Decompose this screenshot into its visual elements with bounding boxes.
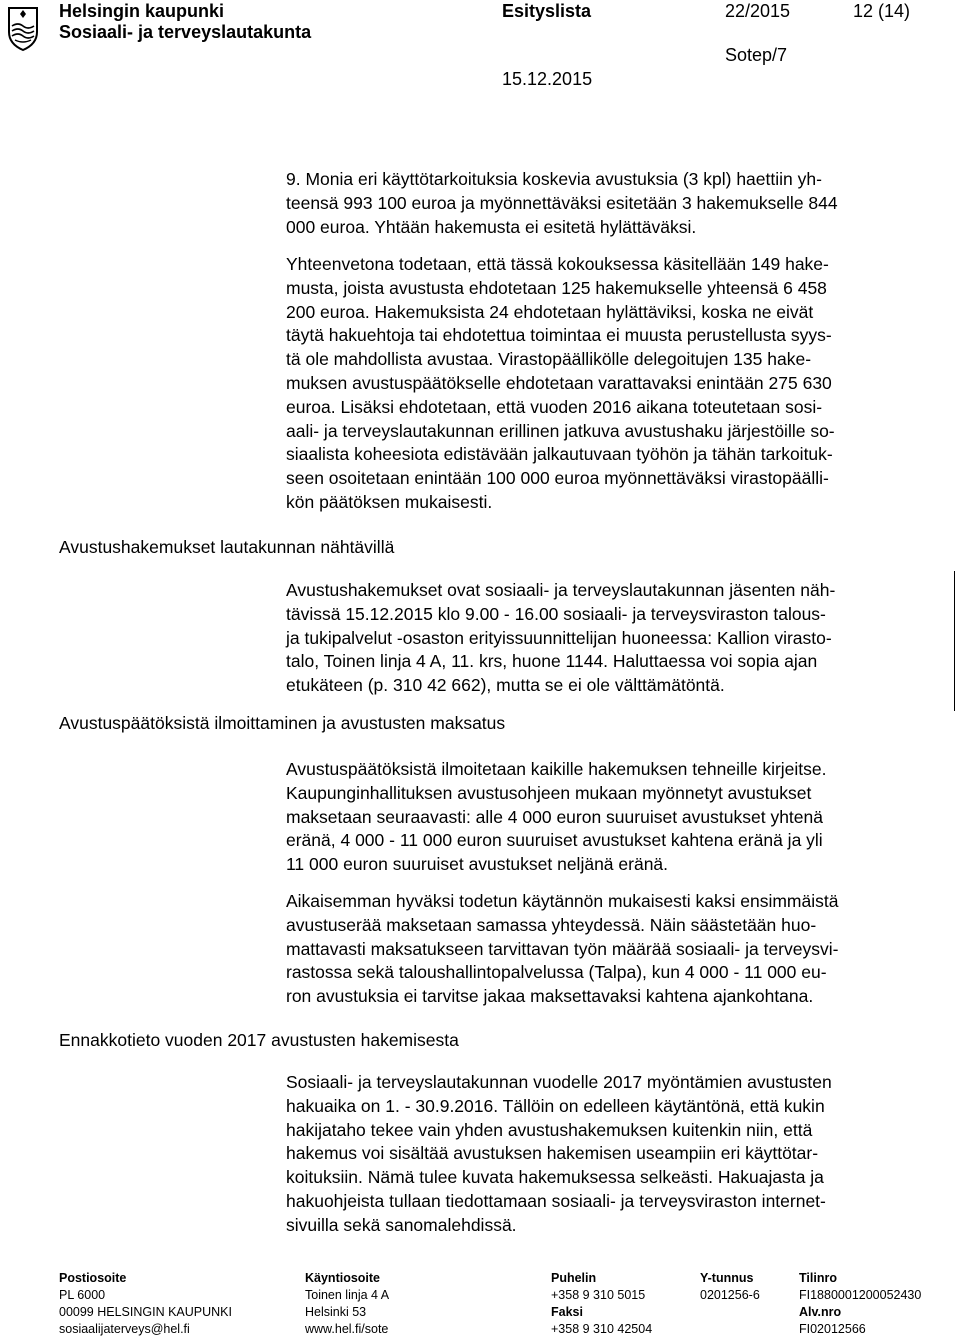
side-heading-applications-viewable: Avustushakemukset lautakunnan nähtävillä: [59, 537, 395, 557]
side-heading-decision-notification: Avustuspäätöksistä ilmoittaminen ja avustusten maksatus: [59, 713, 506, 733]
paragraph-viewing: [286, 579, 954, 698]
text-line: rastossa sekä taloushallintopalvelussa (Talpa), kun 4 000 - 11 000 eu-: [286, 962, 827, 983]
text-line: ron avustuksia ei tarvitse jakaa maksettavaksi kahtena ajankohtana.: [286, 986, 814, 1007]
footer-vat-number: FI02012566: [799, 1322, 866, 1336]
text-line: Sosiaali- ja terveyslautakunnan vuodelle 2017 myöntämien avustusten: [286, 1072, 832, 1092]
footer-website[interactable]: www.hel.fi/sote: [305, 1322, 389, 1336]
footer-account-number: FI1880001200052430: [799, 1288, 922, 1302]
text-line: Kaupunginhallituksen avustusohjeen mukaan myönnetyt avustukset: [286, 782, 812, 803]
doc-number: 22/2015: [725, 1, 791, 21]
text-line: talo, Toinen linja 4 A, 11. krs, huone 1144. Haluttaessa voi sopia ajan: [286, 651, 818, 672]
text-line: tä ole mahdollista avustaa. Virastopäällikölle delegoitujen 135 hake-: [286, 349, 812, 370]
paragraph-notification: [286, 758, 954, 877]
doc-type: Esityslista: [502, 1, 592, 21]
text-line: 9. Monia eri käyttötarkoituksia koskevia avustuksia (3 kpl) haettiin yh-: [286, 169, 822, 189]
footer-business-id: [700, 1270, 760, 1304]
text-line: Aikaisemman hyväksi todetun käytännön mukaisesti kaksi ensimmäistä: [286, 891, 839, 911]
text-line: euroa. Lisäksi ehdotetaan, että vuoden 2016 aikana toteutetaan sosi-: [286, 396, 823, 417]
footer-phone: [551, 1270, 652, 1338]
org-name: Helsingin kaupunki: [59, 1, 225, 21]
paragraph-summary: [286, 253, 954, 515]
text-line: hakemus voi sisältää avustuksen hakemisen useampiin eri käyttötar-: [286, 1143, 819, 1164]
text-line: Yhteenvetona todetaan, että tässä kokouksessa käsitellään 149 hake-: [286, 254, 829, 274]
text-line: seen osoitetaan enintään 100 000 euroa myönnettäväksi virastopäälli-: [286, 468, 829, 489]
text-line: musta, joista avustusta ehdotetaan 125 hakemukselle yhteensä 6 458: [286, 277, 827, 298]
paragraph-2017-notice: [286, 1071, 954, 1238]
text-line: 11 000 euron suuruiset avustukset neljänä eränä.: [286, 854, 669, 875]
footer-fax-number: +358 9 310 42504: [551, 1322, 653, 1336]
text-line: hakuaika on 1. - 30.9.2016. Tällöin on edelleen käytäntönä, että kukin: [286, 1095, 825, 1116]
text-line: koituksiin. Nämä tulee kuvata hakemuksessa selkeästi. Hakuajasta ja: [286, 1167, 824, 1188]
footer-postal-city: 00099 HELSINGIN KAUPUNKI: [59, 1305, 232, 1319]
footer-email[interactable]: sosiaalijaterveys@hel.fi: [59, 1322, 190, 1336]
footer-visiting: [305, 1270, 389, 1338]
text-line: 200 euroa. Hakemuksista 24 ehdotetaan hylättäviksi, koska ne eivät: [286, 301, 814, 322]
text-line: teensä 993 100 euroa ja myönnettäväksi esitetään 3 hakemukselle 844: [286, 192, 838, 213]
footer-visiting-street: Toinen linja 4 A: [305, 1288, 390, 1302]
footer-visiting-label: Käyntiosoite: [305, 1271, 381, 1285]
text-line: hakijataho tekee vain yhden avustushakemuksen kuitenkin niin, että: [286, 1119, 813, 1140]
paragraph-item-9: [286, 168, 954, 239]
text-line: hakuohjeista tullaan tiedottamaan sosiaali- ja terveysviraston internet-: [286, 1190, 826, 1211]
text-line: ja tukipalvelut -osaston erityissuunnittelijan huoneessa: Kallion virasto-: [286, 627, 832, 648]
section-ref: Sotep/7: [725, 45, 788, 65]
footer-vat-label: Alv.nro: [799, 1305, 842, 1319]
side-heading-advance-notice: Ennakkotieto vuoden 2017 avustusten hakemisesta: [59, 1030, 459, 1050]
footer-postal: [59, 1270, 232, 1338]
text-line: Avustushakemukset ovat sosiaali- ja terveyslautakunnan jäsenten näh-: [286, 580, 836, 600]
text-line: aali- ja terveyslautakunnan erillinen jatkuva avustushaku järjestöille so-: [286, 420, 835, 441]
footer-phone-number: +358 9 310 5015: [551, 1288, 646, 1302]
board-name: Sosiaali- ja terveyslautakunta: [59, 22, 312, 42]
text-line: eränä, 4 000 - 11 000 euron suuruiset avustukset kahtena eränä ja yli: [286, 830, 823, 851]
text-line: muksen avustuspäätökselle ehdotetaan varattavaksi enintään 275 630: [286, 372, 832, 393]
text-line: täytä hakuehtoja tai ehdotettua toimintaa ei muusta perustellusta syys-: [286, 325, 832, 346]
footer-postal-box: PL 6000: [59, 1288, 106, 1302]
text-line: sivuilla sekä sanomalehdissä.: [286, 1214, 517, 1235]
helsinki-crest-icon: [6, 6, 40, 52]
page-number: 12 (14): [853, 1, 911, 21]
text-line: etukäteen (p. 310 42 662), mutta se ei ole välttämätöntä.: [286, 675, 725, 696]
footer-phone-label: Puhelin: [551, 1271, 597, 1285]
footer-business-id-label: Y-tunnus: [700, 1271, 754, 1285]
text-line: maksetaan seuraavasti: alle 4 000 euron suuruiset avustukset yhtenä: [286, 806, 823, 827]
footer-business-id-value: 0201256-6: [700, 1288, 760, 1302]
paragraph-payment-practice: [286, 890, 954, 1009]
footer-account: [799, 1270, 921, 1338]
text-line: siaalista koheesiota edistävään jalkautuvaan työhön ja tähän tarkoituk-: [286, 444, 833, 465]
footer-fax-label: Faksi: [551, 1305, 583, 1319]
text-line: 000 euroa. Yhtään hakemusta ei esitetä hylättäväksi.: [286, 216, 697, 237]
text-line: avustuserää maksetaan samassa yhteydessä. Näin säästetään huo-: [286, 914, 817, 935]
footer-account-label: Tilinro: [799, 1271, 837, 1285]
footer-postal-label: Postiosoite: [59, 1271, 127, 1285]
text-line: mattavasti maksatukseen tarvittavan työn määrää sosiaali- ja terveysvi-: [286, 938, 839, 959]
text-line: kön päätöksen mukaisesti.: [286, 491, 493, 512]
text-line: tävissä 15.12.2015 klo 9.00 - 16.00 sosiaali- ja terveysviraston talous-: [286, 603, 826, 624]
footer-visiting-city: Helsinki 53: [305, 1305, 367, 1319]
meeting-date: 15.12.2015: [502, 69, 593, 89]
change-bar: [954, 571, 955, 711]
text-line: Avustuspäätöksistä ilmoitetaan kaikille hakemuksen tehneille kirjeitse.: [286, 759, 827, 779]
